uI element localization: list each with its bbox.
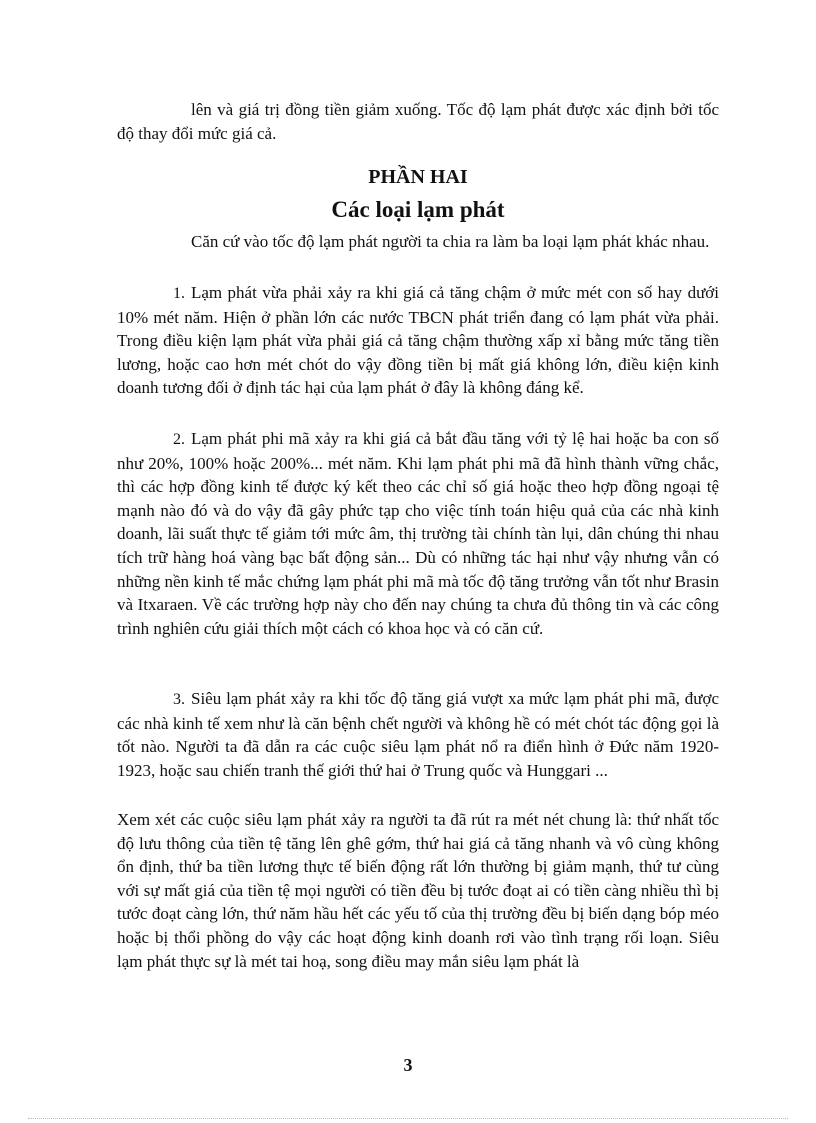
summary-paragraph: Xem xét các cuộc siêu lạm phát xảy ra người ta đã rút ra mét nét chung là: thứ nhất tốc độ lưu thông của tiền tệ tăng lên ghê gớm, thứ hai giá cả tăng nhanh và vô cùng không ổn định, thứ ba tiền lương thực tế biến động rất lớn thường bị giảm mạnh, thứ tư cùng với sự mất giá của tiền tệ mọi người có tiền đều bị tước đoạt ai có tiền càng nhiều thì bị tước đoạt càng lớn, thứ năm hầu hết các yếu tố của thị trường đều bị biến dạng bóp méo hoặc bị thổi phồng do vậy các hoạt động kinh doanh rơi vào tình trạng rối loạn. Siêu lạm phát thực sự là mét tai hoạ, song điều may mắn siêu lạm phát là bbox=[117, 810, 719, 971]
list-number: 2. bbox=[173, 431, 185, 448]
intro-paragraph: lên và giá trị đồng tiền giảm xuống. Tốc độ lạm phát được xác định bởi tốc độ thay đổi mức giá cả. bbox=[117, 100, 719, 143]
section-title: Các loại lạm phát bbox=[331, 197, 505, 222]
section-heading: PHẦN HAI bbox=[368, 166, 468, 188]
list-number: 1. bbox=[173, 285, 185, 302]
list-number: 3. bbox=[173, 691, 185, 708]
list-item-2 bbox=[117, 427, 719, 640]
list-item-3 bbox=[117, 687, 719, 782]
page-number: 3 bbox=[403, 1055, 413, 1075]
footer-divider bbox=[28, 1118, 788, 1119]
list-item-text: Lạm phát phi mã xảy ra khi giá cả bắt đầu tăng với tỷ lệ hai hoặc ba con số như 20%, 100% hoặc 200%... mét năm. Khi lạm phát phi mã đã hình thành vững chắc, thì các hợp đồng kinh tế được ký kết theo các chỉ số giá hoặc theo hợp đồng ngoại tệ mạnh nào đó và do vậy đã gây phức tạp cho việc tính toán hiệu quả của các nhà kinh doanh, lãi suất thực tế giảm tới mức âm, thị trường tài chính tàn lụi, dân chúng thi nhau tích trữ hàng hoá vàng bạc bất động sản... Dù có những tác hại như vậy nhưng vẫn có những nền kinh tế mắc chứng lạm phát phi mã mà tốc độ tăng trưởng vẫn tốt như Brasin và Itxaraen. Về các trường hợp này cho đến nay chúng ta chưa đủ thông tin và các công trình nghiên cứu giải thích một cách có khoa học và có căn cứ. bbox=[117, 429, 719, 638]
list-item-text: Siêu lạm phát xảy ra khi tốc độ tăng giá vượt xa mức lạm phát phi mã, được các nhà kinh tế xem như là căn bệnh chết người và không hề có mét chót tác động gọi là tốt nào. Người ta đã dẫn ra các cuộc siêu lạm phát nổ ra điển hình ở Đức năm 1920-1923, hoặc sau chiến tranh thế giới thứ hai ở Trung quốc và Hunggari ... bbox=[117, 689, 719, 780]
list-item-text: Lạm phát vừa phải xảy ra khi giá cả tăng chậm ở mức mét con số hay dưới 10% mét năm. Hiện ở phần lớn các nước TBCN phát triển đang có lạm phát vừa phải. Trong điều kiện lạm phát vừa phải giá cả tăng chậm thường xấp xỉ bằng mức tăng tiền lương, hoặc cao hơn mét chót do vậy đồng tiền bị mất giá không lớn, điều kiện kinh doanh tương đối ở định tác hại của lạm phát ở đây là không đáng kể. bbox=[117, 283, 719, 398]
list-item-1 bbox=[117, 281, 719, 400]
classification-paragraph: Căn cứ vào tốc độ lạm phát người ta chia ra làm ba loại lạm phát khác nhau. bbox=[191, 232, 710, 251]
